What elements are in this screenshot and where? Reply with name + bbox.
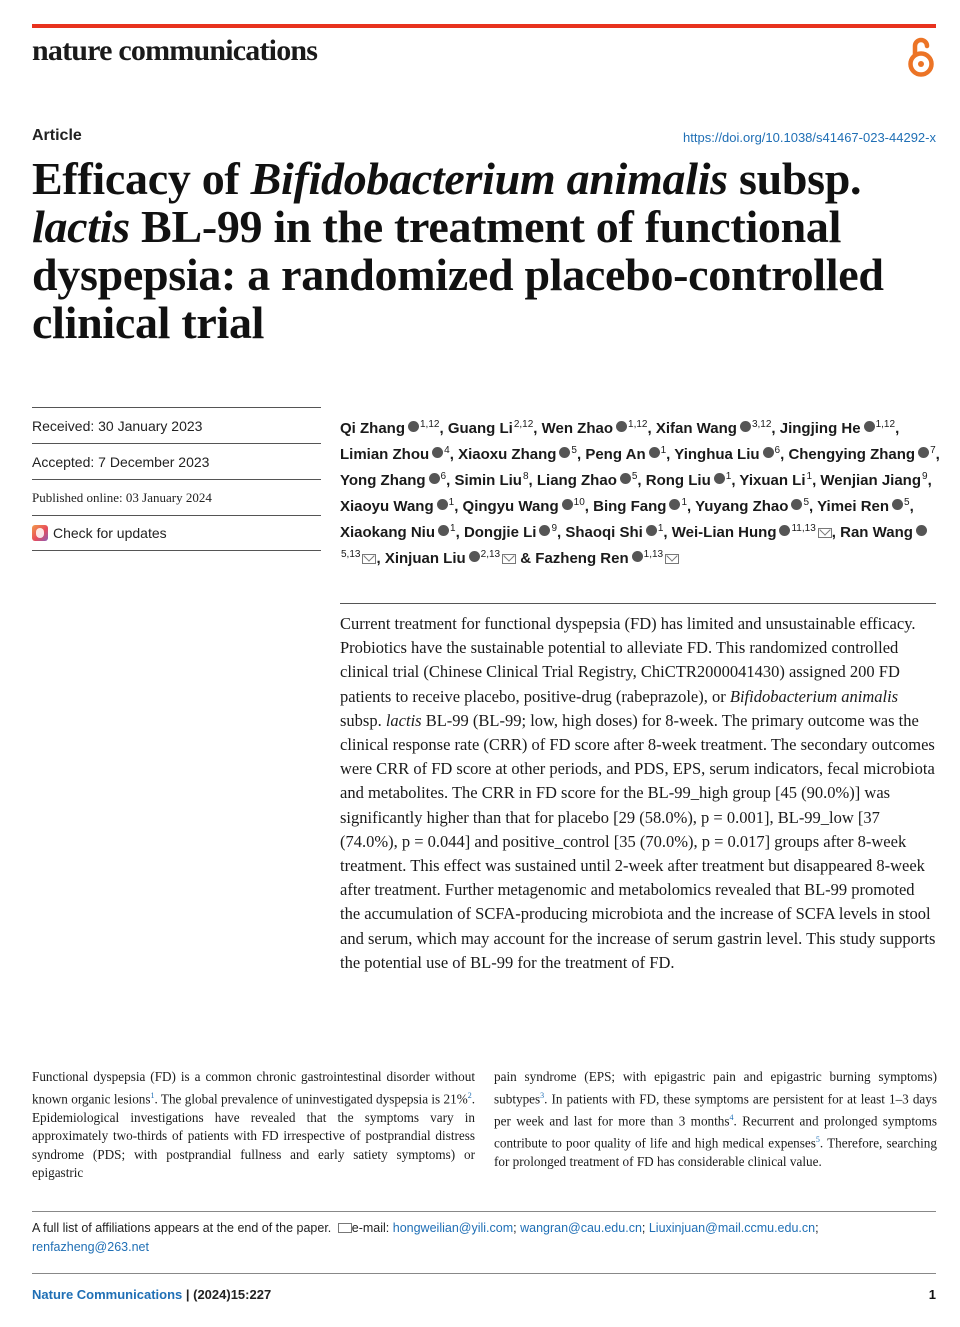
author[interactable] [739,472,820,489]
affiliation-ref: 1,12 [875,419,896,430]
author-separator: , [454,498,463,515]
abstract-text: BL-99 (BL-99; low, high doses) for 8-week. The primary outcome was the clinical response rate (CRR) of FD score after 8-week treatment. The secondary outcomes were CRR of FD score at other periods, and PDS, EPS, serum indicators, fecal microbiota and metabolites. The CRR in FD score for the BL-99_high group [45 (90.0%)] was significantly higher than that for placebo [29 (58.0%), p = 0.001], BL-99_low [37 (74.0%), p = 0.044] and positive_control [35 (70.0%), p = 0.017] groups after 8-week treatment. This effect was sustained until 2-week after treatment but disappeared 8-week after treatment. Further metagenomic and metabolomics revealed that BL-99 promoted the accumulation of SCFA-producing microbiota and the increase of SCFA levels in stool and serum, which may account for the increase of serum gastrin level. This study supports the potential use of BL-99 for the treatment of FD. [340,710,936,972]
author-separator: , [439,420,448,437]
email-link[interactable]: Liuxinjuan@mail.ccmu.edu.cn [648,1221,816,1235]
author-name: Guang Li [447,420,513,437]
author-separator: , [576,446,586,463]
author[interactable] [780,420,899,437]
affiliation-ref: 5,13 [341,549,361,560]
author-separator: , [780,446,789,463]
email-link[interactable]: hongweilian@yili.com [392,1221,514,1235]
body-text: Functional dyspepsia (FD) is a common chronic gastrointestinal disorder without known organic lesions [32,1069,475,1106]
author[interactable] [585,446,674,463]
author-name: Xiaoxu Zhang [458,446,557,463]
affiliation-ref: 1,13 [643,549,664,560]
author-list [340,414,940,570]
author-separator: , [455,524,464,541]
author-name: Wei-Lian Hung [671,524,777,541]
affiliation-ref: 9 [922,471,928,482]
author[interactable] [593,498,695,515]
footer-volume: | (2024)15:227 [185,1287,272,1302]
body-text: . Therefore, searching for prolonged treatment of FD has considerable clinical value. [494,1134,937,1169]
orcid-icon[interactable] [562,499,573,510]
author-separator: , [895,420,900,437]
author[interactable] [542,420,656,437]
author[interactable] [340,420,448,437]
body-text: . Recurrent and prolonged symptoms contribute to poor quality of life and high medical expenses [494,1112,938,1150]
abstract-species: Bifidobacterium animalis [729,686,899,706]
citation-ref[interactable]: 3 [540,1090,545,1100]
author-separator: , [647,420,656,437]
author[interactable] [340,472,454,489]
affiliation-ref: 1 [657,523,664,534]
body-column-left [32,1068,475,1183]
author[interactable] [537,472,646,489]
author[interactable] [463,498,594,515]
orcid-icon[interactable] [437,499,448,510]
author[interactable] [535,550,679,567]
author-name: Shaoqi Shi [565,524,643,541]
author[interactable] [674,446,788,463]
affiliation-ref: 1 [450,523,456,534]
author[interactable] [340,446,458,463]
author-separator: , [528,472,537,489]
author-name: Dongjie Li [463,524,537,541]
author[interactable] [656,420,780,437]
author-separator: , [809,498,818,515]
orcid-icon[interactable] [539,525,550,536]
email-icon[interactable] [818,528,832,538]
author-separator: , [663,524,672,541]
affiliation-ref: 4 [444,445,450,456]
author-name: Yong Zhang [340,472,426,489]
abstract-text: Current treatment for functional dyspepsia (FD) has limited and unsustainable efficacy. Probiotics have the sustainable potential to alleviate FD. This randomized controlled clinical trial (Chinese Clinical Trial Registry, ChiCTR2000041430) assigned 200 FD patients to receive placebo, positive-drug (rabeprazole), or [340,614,916,706]
author[interactable] [565,524,671,541]
crossmark-icon [32,525,48,541]
affiliation-ref: 7 [930,445,936,456]
citation-ref[interactable]: 1 [150,1090,155,1100]
title-part: BL-99 in the treatment of functional dyspepsia: a randomized placebo-controlled clinical trial [32,201,884,348]
orcid-icon[interactable] [763,447,774,458]
affiliation-ref: 6 [440,471,447,482]
affiliation-ref: 2,12 [513,419,534,430]
abstract-text: subsp. [340,710,386,730]
author-separator: , [687,498,696,515]
author[interactable] [340,524,464,541]
footer-journal-link[interactable]: Nature Communications [32,1287,183,1302]
email-icon[interactable] [362,554,376,564]
email-link[interactable]: wangran@cau.edu.cn [520,1221,642,1235]
email-label: e-mail: [351,1221,393,1235]
affiliation-ref: 2,13 [480,549,501,560]
author-separator: , [446,472,455,489]
author-name: Yuyang Zhao [695,498,789,515]
body-text: pain syndrome (EPS; with epigastric pain and epigastric burning symptoms) subtypes [494,1069,937,1106]
affiliation-ref: 5 [803,497,809,508]
author-separator: , [771,420,780,437]
author-separator: , [812,472,821,489]
citation-ref[interactable]: 2 [467,1090,472,1100]
body-text: . In patients with FD, these symptoms are persistent for at least 1–3 days per week and last for more than 3 months [494,1090,937,1128]
page-number: 1 [928,1287,936,1302]
open-access-lock-icon [906,34,936,78]
author[interactable] [458,446,585,463]
affiliation-ref: 5 [904,497,910,508]
author-name: Ran Wang [840,524,913,541]
author[interactable] [695,498,817,515]
orcid-icon[interactable] [429,473,440,484]
affiliation-ref: 10 [573,497,585,508]
abstract [340,603,936,975]
doi-link[interactable]: https://doi.org/10.1038/s41467-023-44292-x [683,130,936,145]
orcid-icon[interactable] [616,421,627,432]
author-name: Xiaoyu Wang [340,498,434,515]
author-name: Yixuan Li [739,472,806,489]
affiliation-ref: 1 [448,497,455,508]
author-separator: , [376,550,385,567]
affiliation-ref: 11,13 [791,523,816,534]
author-separator: , [637,472,646,489]
orcid-icon[interactable] [892,499,903,510]
received-date: Received: 30 January 2023 [32,407,321,443]
accepted-date: Accepted: 7 December 2023 [32,443,321,479]
body-column-right [494,1068,937,1171]
orcid-icon[interactable] [432,447,443,458]
title-part-italic: lactis [32,201,130,252]
article-title [32,155,942,347]
abstract-subspecies: lactis [385,710,422,730]
email-link[interactable]: renfazheng@263.net [32,1240,149,1254]
author-name: Yimei Ren [817,498,890,515]
author-name: Liang Zhao [536,472,617,489]
published-date: Published online: 03 January 2024 [32,479,321,515]
body-text: . Epidemiological investigations have revealed that the symptoms vary in approximately two-thirds of patients with FD irrespective of postprandial distress syndrome (PDS; with postprandial fullness and early satiety symptoms) or epigastric [32,1090,475,1181]
author[interactable] [340,498,463,515]
author-name: Qi Zhang [340,420,405,437]
author-separator: , [666,446,675,463]
author-name: Yinghua Liu [674,446,760,463]
author-separator: , [731,472,740,489]
check-updates-link[interactable] [32,515,321,551]
affiliation-ref: 9 [551,523,557,534]
orcid-icon[interactable] [791,499,802,510]
author-name: Wenjian Jiang [820,472,921,489]
orcid-icon[interactable] [646,525,657,536]
orcid-icon[interactable] [438,525,449,536]
author-separator: , [909,498,914,515]
orcid-icon[interactable] [740,421,751,432]
orcid-icon[interactable] [469,551,480,562]
affiliation-ref: 5 [631,471,638,482]
title-part: subsp. [727,153,862,204]
author-name: Jingjing He [779,420,861,437]
affiliation-ref: 1,12 [420,419,440,430]
author-separator: , [449,446,459,463]
title-part-italic: Bifidobacterium animalis [250,153,728,204]
author-name: Simin Liu [454,472,522,489]
affiliation-ref: 3,12 [751,419,772,430]
affiliation-ref: 1 [660,445,667,456]
orcid-icon[interactable] [864,421,875,432]
affiliation-ref: 1,12 [628,419,648,430]
footer-divider [32,1273,936,1274]
author[interactable] [464,524,565,541]
author-name: Chengying Zhang [788,446,916,463]
publication-metadata [32,407,321,551]
email-icon[interactable] [502,554,516,564]
orcid-icon[interactable] [559,447,570,458]
author-name: Xiaokang Niu [340,524,436,541]
citation-ref[interactable]: 4 [729,1112,734,1122]
author-separator: , [533,420,542,437]
orcid-icon[interactable] [649,447,660,458]
author[interactable] [448,420,542,437]
author[interactable] [817,498,914,515]
author-name: Limian Zhou [340,446,430,463]
author[interactable] [820,472,931,489]
orcid-icon[interactable] [714,473,725,484]
article-type-label: Article [32,127,82,144]
author-name: Xinjuan Liu [384,550,466,567]
author-name: Qingyu Wang [462,498,559,515]
author-separator: , [935,446,940,463]
journal-name[interactable]: nature communications [32,34,318,67]
journal-citation [32,1287,271,1302]
author[interactable] [646,472,740,489]
affiliation-ref: 1 [725,471,732,482]
author[interactable] [454,472,536,489]
check-updates-label: Check for updates [53,525,167,541]
author-separator: , [584,498,594,515]
citation-ref[interactable]: 5 [815,1134,820,1144]
author-separator: & [516,550,536,567]
author[interactable] [672,524,840,541]
affiliations-note: A full list of affiliations appears at the end of the paper. [32,1221,332,1235]
orcid-icon[interactable] [408,421,419,432]
orcid-icon[interactable] [669,499,680,510]
affiliation-ref: 1 [806,471,813,482]
orcid-icon[interactable] [620,473,631,484]
affiliation-ref: 5 [571,445,577,456]
title-part: Efficacy of [32,153,251,204]
author-name: Xifan Wang [655,420,737,437]
author[interactable] [788,446,939,463]
affiliation-ref: 6 [774,445,781,456]
footnote: A full list of affiliations appears at the end of the paper. e-mail: hongweilian@yili.com; wangran@cau.edu.cn; Liuxinjuan@mail.ccmu.edu.cn; renfazheng@263.net [32,1211,936,1257]
orcid-icon[interactable] [779,525,790,536]
author-name: Bing Fang [593,498,667,515]
affiliation-ref: 1 [681,497,687,508]
email-icon[interactable] [665,554,679,564]
affiliation-ref: 8 [522,471,529,482]
orcid-icon[interactable] [632,551,643,562]
body-text: . The global prevalence of uninvestigated dyspepsia is 21% [154,1090,468,1106]
author-separator: , [831,524,841,541]
author-name: Rong Liu [645,472,711,489]
orcid-icon[interactable] [918,447,929,458]
orcid-icon[interactable] [916,525,927,536]
author[interactable] [385,550,535,567]
author-name: Wen Zhao [541,420,614,437]
journal-color-bar [32,24,936,28]
author-name: Peng An [585,446,646,463]
author-separator: , [557,524,566,541]
author-separator: , [927,472,932,489]
author-name: Fazheng Ren [535,550,629,567]
envelope-icon [338,1223,352,1233]
